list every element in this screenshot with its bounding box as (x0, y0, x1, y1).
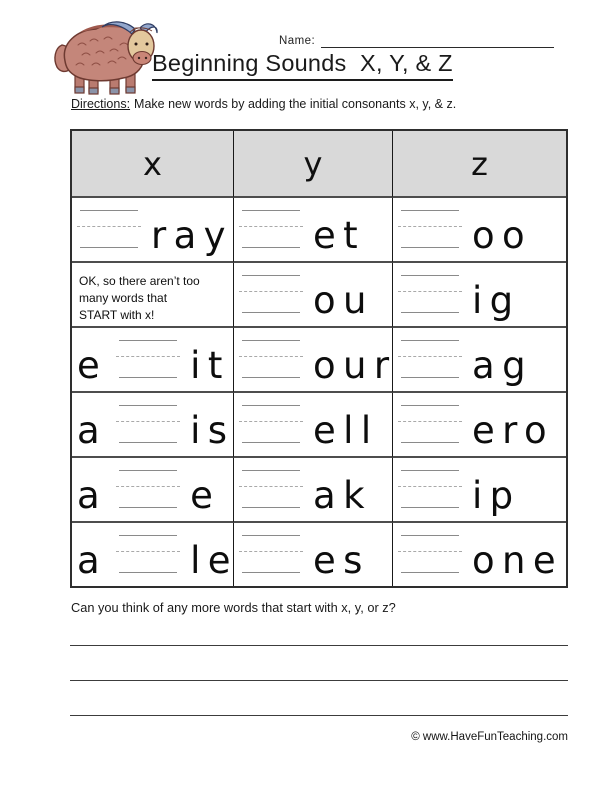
yak-eye (146, 43, 149, 46)
write-blank[interactable] (242, 275, 300, 313)
word-cell-x-a-is: a is (72, 393, 234, 458)
write-blank[interactable] (401, 275, 459, 313)
copyright: © www.HaveFunTeaching.com (411, 731, 568, 743)
word-cell-y-es: es (234, 523, 393, 586)
directions (71, 97, 456, 111)
directions-label: Directions: (71, 97, 131, 111)
write-blank[interactable] (401, 340, 459, 378)
write-blank[interactable] (242, 210, 300, 248)
word-cell-y-et: et (234, 198, 393, 263)
word-cell-y-our: our (234, 328, 393, 393)
note-cell-x: OK, so there aren’t too many words that START with x! (72, 263, 234, 328)
write-blank[interactable] (401, 210, 459, 248)
word-cell-z-ip: ip (393, 458, 566, 523)
answer-line-2[interactable] (70, 666, 568, 681)
word-cell-y-ell: ell (234, 393, 393, 458)
directions-text: Make new words by adding the initial consonants x, y, & z. (134, 97, 457, 111)
write-blank[interactable] (119, 340, 177, 378)
write-blank[interactable] (119, 470, 177, 508)
yak-muzzle (133, 52, 151, 65)
word-cell-x-e-it: e it (72, 328, 234, 393)
column-header-x: x (72, 131, 234, 198)
beginning-sounds-table (70, 129, 568, 588)
write-blank[interactable] (242, 340, 300, 378)
word-cell-z-ero: ero (393, 393, 566, 458)
word-cell-x-ray: ray (72, 198, 234, 263)
word-cell-z-ag: ag (393, 328, 566, 393)
name-row (279, 33, 554, 48)
word-cell-z-ig: ig (393, 263, 566, 328)
column-header-z: z (393, 131, 566, 198)
write-blank[interactable] (401, 405, 459, 443)
write-blank[interactable] (80, 210, 138, 248)
answer-line-3[interactable] (70, 701, 568, 716)
yak-illustration (52, 15, 158, 99)
write-blank[interactable] (119, 535, 177, 573)
bonus-question: Can you think of any more words that start with x, y, or z? (71, 600, 396, 615)
write-blank[interactable] (242, 535, 300, 573)
yak-eye (135, 43, 138, 46)
word-cell-x-a-le: a le (72, 523, 234, 586)
name-blank-line[interactable] (321, 33, 554, 48)
word-cell-y-ou: ou (234, 263, 393, 328)
name-label: Name: (279, 35, 316, 47)
write-blank[interactable] (119, 405, 177, 443)
word-cell-y-ak: ak (234, 458, 393, 523)
page-title: Beginning Sounds X, Y, & Z (152, 50, 453, 81)
write-blank[interactable] (401, 470, 459, 508)
word-cell-z-oo: oo (393, 198, 566, 263)
word-cell-x-a-e: a e (72, 458, 234, 523)
write-blank[interactable] (242, 405, 300, 443)
word-cell-z-one: one (393, 523, 566, 586)
write-blank[interactable] (242, 470, 300, 508)
column-header-y: y (234, 131, 393, 198)
answer-line-1[interactable] (70, 631, 568, 646)
write-blank[interactable] (401, 535, 459, 573)
